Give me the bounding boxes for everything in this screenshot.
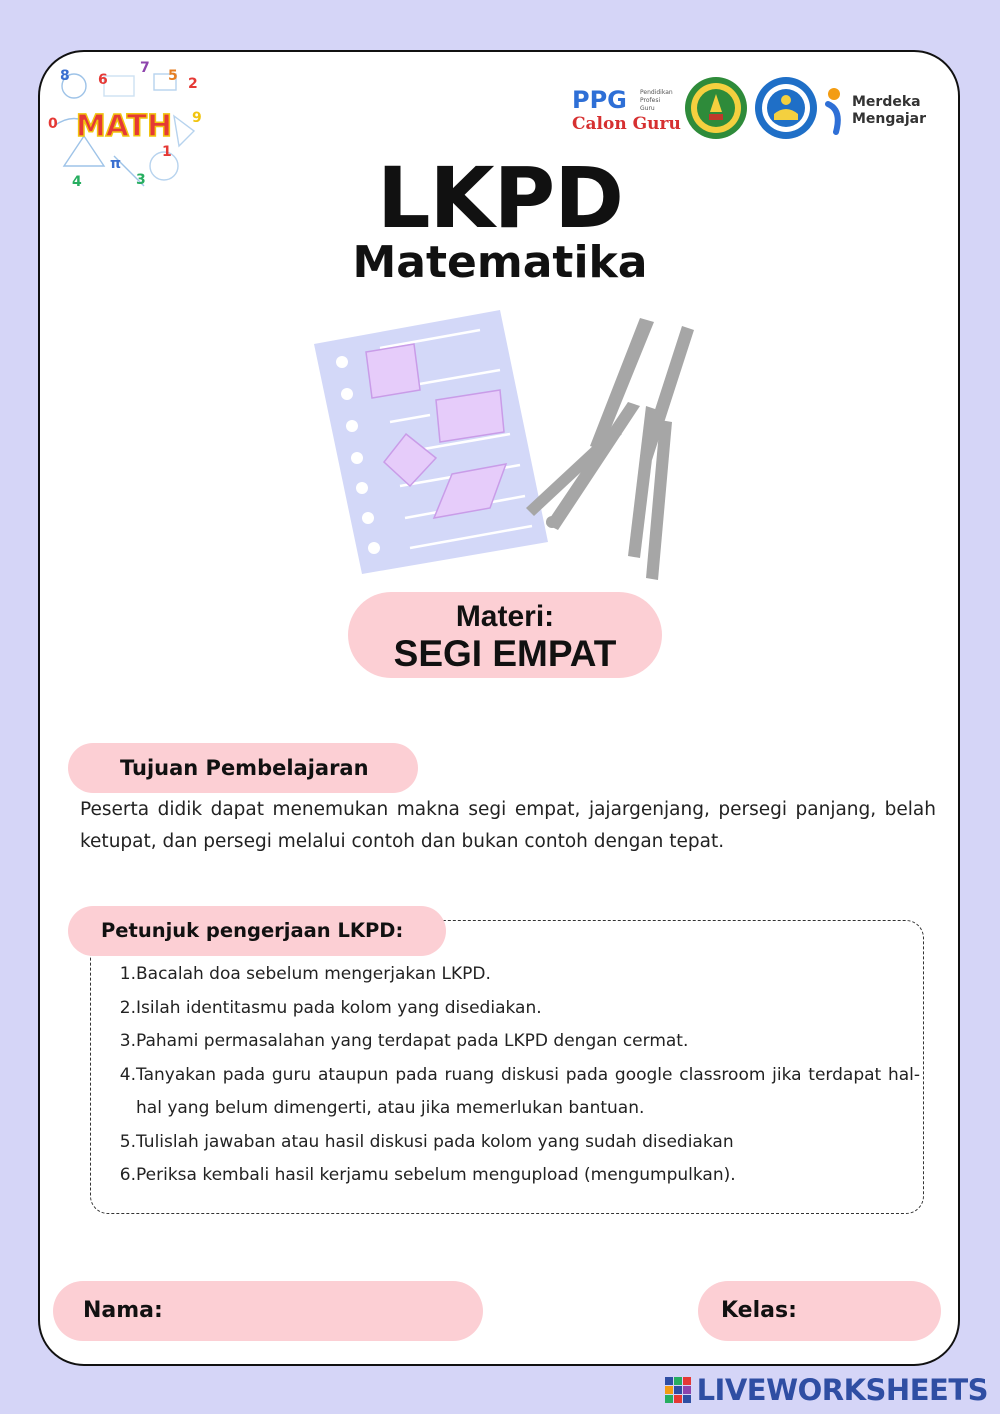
svg-text:3: 3	[136, 172, 146, 188]
list-item: 1. Bacalah doa sebelum mengerjakan LKPD.	[119, 964, 491, 984]
compass-icon	[526, 318, 694, 580]
svg-text:4: 4	[72, 174, 82, 190]
kelas-field[interactable]: Kelas:	[698, 1281, 941, 1341]
liveworksheets-icon	[665, 1377, 691, 1403]
liveworksheets-brand[interactable]	[665, 1372, 988, 1408]
list-item: 4. Tanyakan pada guru ataupun pada ruang diskusi pada google classroom jika terdapat hal-hal yang belum dimengerti, atau jika memerlukan bantuan.	[119, 1064, 920, 1118]
svg-text:PPG: PPG	[572, 86, 627, 114]
svg-text:5: 5	[168, 68, 178, 84]
ppg-logo	[572, 86, 681, 134]
list-item: 3. Pahami permasalahan yang terdapat pada LKPD dengan cermat.	[119, 1031, 689, 1051]
svg-text:Pendidikan: Pendidikan	[640, 89, 673, 96]
svg-text:8: 8	[60, 68, 70, 84]
liveworksheets-text: LIVEWORKSHEETS	[696, 1373, 988, 1407]
svg-text:9: 9	[192, 110, 202, 126]
svg-text:Calon Guru: Calon Guru	[572, 114, 681, 134]
petunjuk-steps-list	[112, 958, 920, 1193]
petunjuk-heading: Petunjuk pengerjaan LKPD:	[68, 906, 446, 956]
materi-badge	[348, 592, 662, 678]
svg-text:Guru: Guru	[640, 105, 655, 112]
materi-topic: SEGI EMPAT	[393, 633, 617, 674]
svg-text:Profesi: Profesi	[640, 97, 661, 104]
page-subtitle: Matematika	[352, 237, 648, 288]
nama-field[interactable]: Nama:	[53, 1281, 483, 1341]
svg-text:0: 0	[48, 116, 58, 132]
materi-label: Materi:	[455, 600, 555, 633]
svg-text:π: π	[110, 156, 122, 172]
tujuan-heading: Tujuan Pembelajaran	[68, 743, 418, 793]
university-emblem-icon	[685, 77, 747, 139]
svg-text:2: 2	[188, 76, 198, 92]
geometry-paper-compass-illustration	[310, 310, 710, 600]
merdeka-mengajar-logo	[828, 88, 926, 132]
kemendikbud-emblem-icon	[755, 77, 817, 139]
list-item: 5. Tulislah jawaban atau hasil diskusi pada kolom yang sudah disediakan	[119, 1131, 734, 1152]
svg-text:Mengajar: Mengajar	[852, 111, 927, 127]
list-item: 2. Isilah identitasmu pada kolom yang disediakan.	[119, 997, 542, 1018]
svg-text:Merdeka: Merdeka	[852, 94, 921, 110]
paper-icon	[314, 310, 548, 574]
partner-logos	[570, 74, 940, 142]
list-item: 6. Periksa kembali hasil kerjamu sebelum mengupload (mengumpulkan).	[119, 1165, 736, 1185]
page-title: LKPD	[377, 149, 623, 247]
svg-text:6: 6	[98, 72, 108, 88]
tujuan-description: Peserta didik dapat menemukan makna segi empat, jajargenjang, persegi panjang, belah ketupat, dan persegi melalui contoh dan bukan contoh dengan tepat.	[80, 799, 936, 852]
math-logo-text: MATH	[75, 109, 173, 144]
svg-text:7: 7	[140, 60, 150, 76]
svg-text:1: 1	[162, 144, 172, 160]
